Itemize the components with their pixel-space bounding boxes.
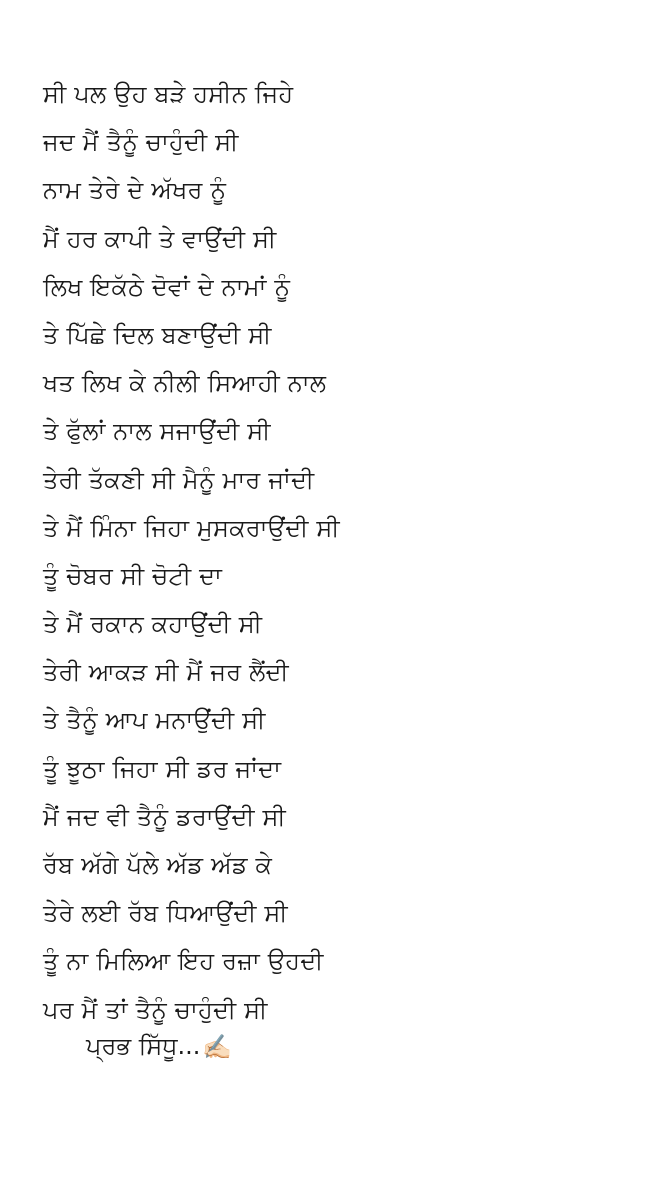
poem-line: ਲਿਖ ਇਕੱਠੇ ਦੋਵਾਂ ਦੇ ਨਾਮਾਂ ਨੂੰ — [43, 272, 291, 301]
poem-line: ਮੈਂ ਜਦ ਵੀ ਤੈਨੂੰ ਡਰਾਉਂਦੀ ਸੀ — [43, 802, 286, 831]
poem-line: ਪਰ ਮੈਂ ਤਾਂ ਤੈਨੂੰ ਚਾਹੁੰਦੀ ਸੀ — [43, 995, 268, 1024]
poem-line: ਤੇਰੀ ਤੱਕਣੀ ਸੀ ਮੈਨੂੰ ਮਾਰ ਜਾਂਦੀ — [43, 465, 315, 494]
poem-line: ਤੇ ਮੈਂ ਮਿੰਨਾ ਜਿਹਾ ਮੁਸਕਰਾਉਂਦੀ ਸੀ — [43, 513, 340, 542]
poem-line: ਮੈਂ ਹਰ ਕਾਪੀ ਤੇ ਵਾਉਂਦੀ ਸੀ — [43, 224, 277, 253]
signature — [86, 1022, 232, 1070]
poem-line: ਤੂੰ ਨਾ ਮਿਲਿਆ ਇਹ ਰਜ਼ਾ ਉਹਦੀ — [43, 947, 324, 976]
poem-line: ਤੂੰ ਚੋਬਰ ਸੀ ਚੋਟੀ ਦਾ — [43, 561, 223, 590]
poem-line: ਤੇ ਤੈਨੂੰ ਆਪ ਮਨਾਉਂਦੀ ਸੀ — [43, 706, 266, 735]
poem — [43, 70, 643, 1034]
poem-line: ਤੇਰੇ ਲਈ ਰੱਬ ਧਿਆਉਂਦੀ ਸੀ — [43, 899, 288, 928]
poem-line: ਤੇ ਪਿੱਛੇ ਦਿਲ ਬਣਾਉਂਦੀ ਸੀ — [43, 320, 272, 349]
writing-hand-icon: ✍🏻 — [202, 1033, 233, 1061]
poem-line: ਤੇਰੀ ਆਕੜ ਸੀ ਮੈਂ ਜਰ ਲੈਂਦੀ — [43, 658, 289, 687]
poem-line: ਤੇ ਮੈਂ ਰਕਾਨ ਕਹਾਉਂਦੀ ਸੀ — [43, 610, 263, 639]
poem-line: ਸੀ ਪਲ ਉਹ ਬੜੇ ਹਸੀਨ ਜਿਹੇ — [43, 80, 294, 108]
poem-line: ਖਤ ਲਿਖ ਕੇ ਨੀਲੀ ਸਿਆਹੀ ਨਾਲ — [43, 369, 327, 398]
poem-line: ਤੂੰ ਝੂਠਾ ਜਿਹਾ ਸੀ ਡਰ ਜਾਂਦਾ — [43, 754, 282, 783]
poem-line: ਜਦ ਮੈਂ ਤੈਨੂੰ ਚਾਹੁੰਦੀ ਸੀ — [43, 128, 239, 157]
signature-text: ਪ੍ਰਭ ਸਿੱਧੂ... — [86, 1032, 201, 1060]
poem-line: ਰੱਬ ਅੱਗੇ ਪੱਲੇ ਅੱਡ ਅੱਡ ਕੇ — [43, 851, 273, 879]
poem-line: ਨਾਮ ਤੇਰੇ ਦੇ ਅੱਖਰ ਨੂੰ — [43, 176, 227, 205]
poem-line: ਤੇ ਫੁੱਲਾਂ ਨਾਲ ਸਜਾਉਂਦੀ ਸੀ — [43, 417, 271, 446]
